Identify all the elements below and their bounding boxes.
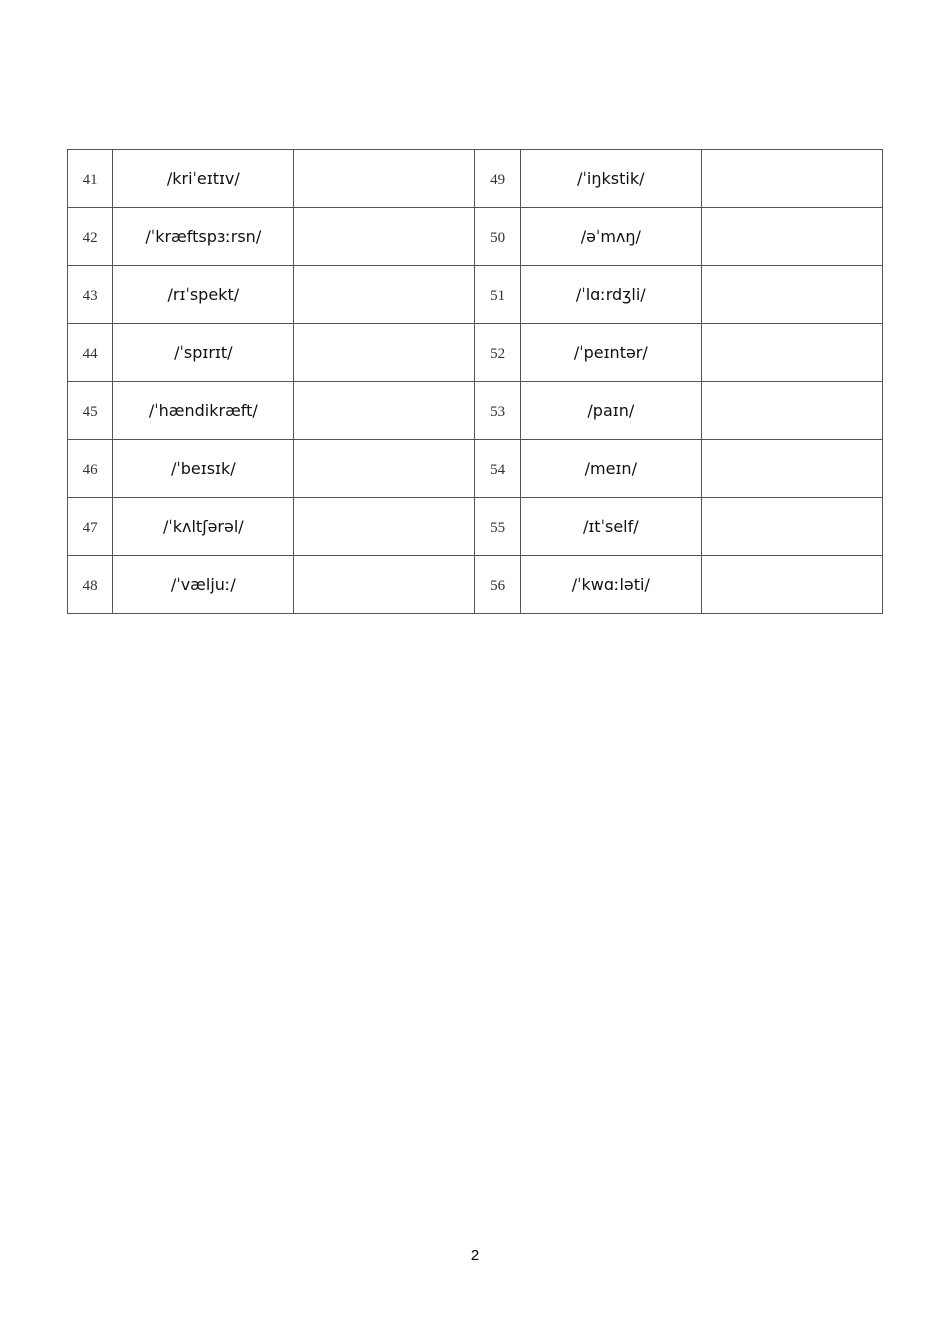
answer-cell — [294, 150, 475, 208]
answer-cell — [701, 208, 882, 266]
item-number: 42 — [68, 208, 113, 266]
phonetic-transcription: /kriˈeɪtɪv/ — [113, 150, 294, 208]
item-number: 51 — [475, 266, 520, 324]
page-number: 2 — [470, 1247, 480, 1264]
item-number: 50 — [475, 208, 520, 266]
phonetic-transcription: /ˈkwɑːləti/ — [520, 556, 701, 614]
answer-cell — [294, 440, 475, 498]
item-number: 43 — [68, 266, 113, 324]
answer-cell — [701, 382, 882, 440]
item-number: 54 — [475, 440, 520, 498]
phonetic-transcription: /ˈkʌltʃərəl/ — [113, 498, 294, 556]
item-number: 55 — [475, 498, 520, 556]
answer-cell — [294, 208, 475, 266]
answer-cell — [701, 498, 882, 556]
table-row — [68, 208, 883, 266]
table-row — [68, 382, 883, 440]
phonetic-transcription: /ˈspɪrɪt/ — [113, 324, 294, 382]
answer-cell — [701, 150, 882, 208]
phonetic-transcription: /ˈpeɪntər/ — [520, 324, 701, 382]
table-row — [68, 266, 883, 324]
item-number: 49 — [475, 150, 520, 208]
phonetic-transcription: /ˈvæljuː/ — [113, 556, 294, 614]
item-number: 56 — [475, 556, 520, 614]
phonetic-transcription: /ˈbeɪsɪk/ — [113, 440, 294, 498]
answer-cell — [701, 266, 882, 324]
item-number: 52 — [475, 324, 520, 382]
table-row — [68, 440, 883, 498]
table-row — [68, 556, 883, 614]
table-row — [68, 150, 883, 208]
phonetic-transcription: /ˈhændikræft/ — [113, 382, 294, 440]
answer-cell — [701, 556, 882, 614]
item-number: 45 — [68, 382, 113, 440]
item-number: 41 — [68, 150, 113, 208]
table-row — [68, 324, 883, 382]
phonetic-transcription: /ˈiŋkstik/ — [520, 150, 701, 208]
phonetic-transcription: /meɪn/ — [520, 440, 701, 498]
phonetic-transcription: /ˈlɑːrdʒli/ — [520, 266, 701, 324]
item-number: 48 — [68, 556, 113, 614]
phonetic-transcription: /ɪtˈself/ — [520, 498, 701, 556]
item-number: 47 — [68, 498, 113, 556]
item-number: 53 — [475, 382, 520, 440]
phonetic-transcription: /paɪn/ — [520, 382, 701, 440]
answer-cell — [701, 440, 882, 498]
item-number: 46 — [68, 440, 113, 498]
item-number: 44 — [68, 324, 113, 382]
answer-cell — [294, 498, 475, 556]
answer-cell — [294, 382, 475, 440]
phonetic-transcription: /əˈmʌŋ/ — [520, 208, 701, 266]
answer-cell — [701, 324, 882, 382]
answer-cell — [294, 266, 475, 324]
phonetic-transcription: /rɪˈspekt/ — [113, 266, 294, 324]
answer-cell — [294, 324, 475, 382]
phonetic-transcription: /ˈkræftspɜːrsn/ — [113, 208, 294, 266]
answer-cell — [294, 556, 475, 614]
phonetic-table — [67, 149, 883, 614]
table-row — [68, 498, 883, 556]
